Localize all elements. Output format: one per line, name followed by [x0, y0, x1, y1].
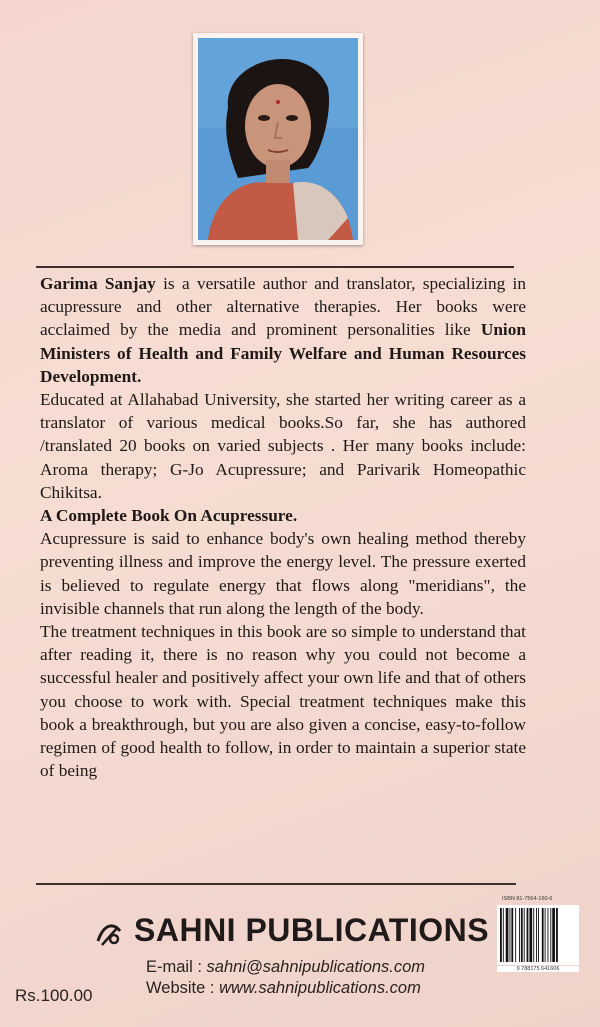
publisher-logo-icon: [94, 917, 126, 949]
publisher-name: SAHNI PUBLICATIONS: [134, 912, 490, 948]
barcode-bar: [503, 908, 504, 962]
barcode-bar: [511, 908, 513, 962]
author-name: Garima Sanjay: [40, 274, 156, 293]
barcode: [497, 905, 579, 965]
barcode-bar: [519, 908, 520, 962]
bio-ministers: Union Ministers of Health and Family Welfare and Human Resources Development.: [40, 320, 526, 386]
publisher-contact: [146, 957, 425, 999]
barcode-bar: [542, 908, 544, 962]
bio-intro: is a versatile author and translator, specializing in acupressure and other alternative therapies. Her books were acclaimed by the media and prominent personalities like: [40, 274, 527, 340]
book-description-2: The treatment techniques in this book are so simple to understand that after reading it, there is no reason why you could not become a successful healer and positively affect your own life and that of others you choose to work with. Special treatment techniques make this book a breakthrough, but you are also given a concise, easy-to-follow regimen of good health to follow, in order to maintain a superior state of being: [40, 622, 526, 781]
email-label: E-mail :: [146, 958, 207, 976]
author-bio: [40, 272, 526, 782]
barcode-bar: [545, 908, 546, 962]
isbn-label: ISBN 81-7564-160-6: [502, 896, 553, 902]
barcode-bar: [529, 908, 532, 962]
website-label: Website :: [146, 979, 220, 997]
barcode-bar: [552, 908, 555, 962]
top-divider: [36, 266, 514, 268]
barcode-bars: [497, 905, 579, 965]
barcode-bar: [548, 908, 549, 962]
barcode-number: 9 788175 641606: [497, 966, 579, 972]
barcode-bar: [500, 908, 502, 962]
price-label: Rs.100.00: [15, 986, 93, 1005]
barcode-bar: [550, 908, 551, 962]
website-link[interactable]: www.sahnipublications.com: [219, 979, 421, 997]
book-heading: A Complete Book On Acupressure.: [40, 506, 298, 526]
bio-intro-paragraph: [40, 272, 526, 388]
bio-education: Educated at Allahabad University, she started her writing career as a translator of various medical books.So far, she has authored /translated 20 books on varied subjects . Her many books include: Aroma therapy; G-Jo Acupressure; and Parivarik Homeopathic Chikitsa.: [40, 390, 526, 502]
barcode-bar: [527, 908, 529, 962]
book-description-1: Acupressure is said to enhance body's own healing method thereby preventing illness and improve the energy level. The pressure exerted is believed to regulate energy that flows along "meridians", the invisible channels that run along the length of the body.: [40, 529, 526, 618]
barcode-bar: [536, 908, 537, 962]
author-photo: [193, 33, 363, 245]
barcode-bar: [538, 908, 539, 962]
email-link[interactable]: sahni@sahnipublications.com: [206, 958, 426, 976]
barcode-bar: [506, 908, 509, 962]
bottom-divider: [36, 883, 516, 885]
barcode-bar: [524, 908, 525, 962]
barcode-bar: [521, 908, 523, 962]
barcode-bar: [556, 908, 558, 962]
barcode-bar: [533, 908, 534, 962]
barcode-bar: [510, 908, 511, 962]
author-portrait-image: [198, 38, 358, 240]
barcode-bar: [515, 908, 516, 962]
